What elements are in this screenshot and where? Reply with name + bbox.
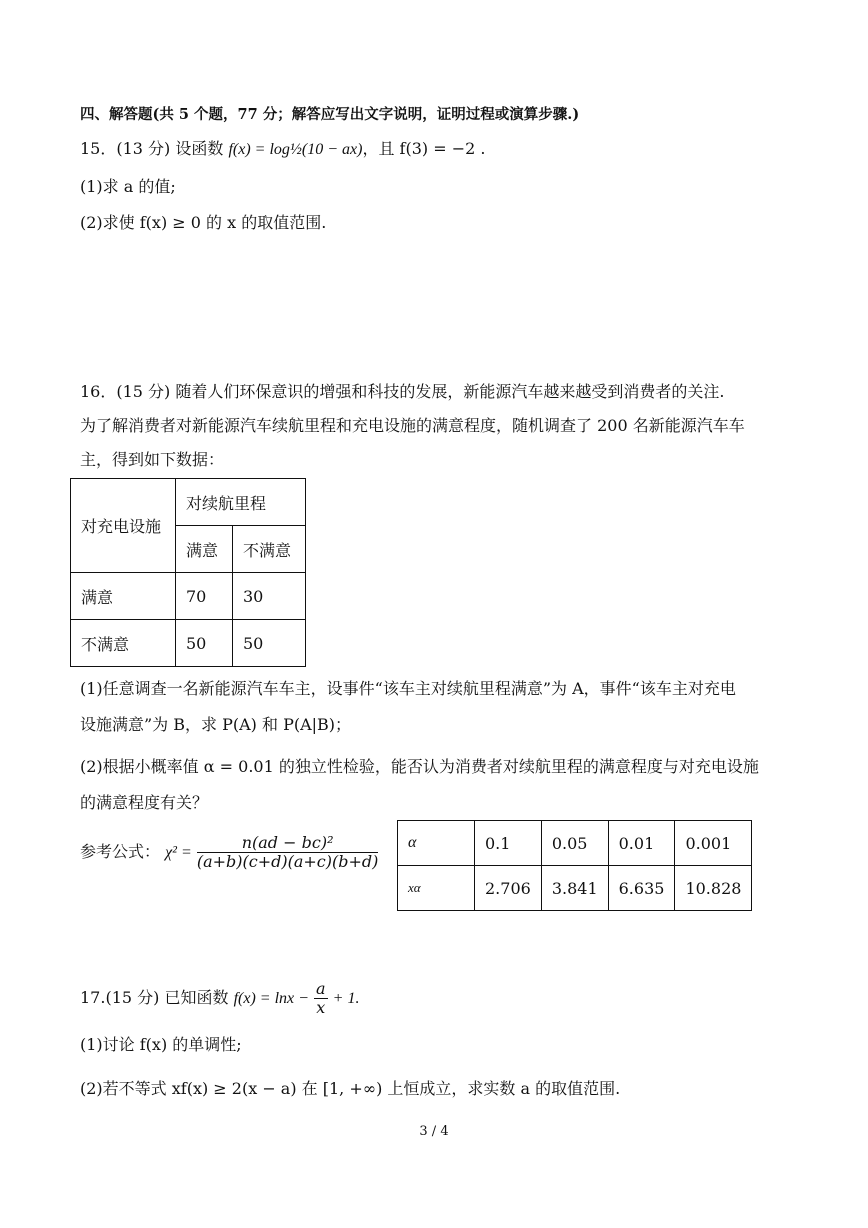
table-cell: 30 bbox=[233, 573, 306, 620]
x-alpha-cell: 10.828 bbox=[675, 866, 752, 911]
q17-part2: (2)若不等式 xf(x) ≥ 2(x − a) 在 [1, +∞) 上恒成立，求实数 a 的取值范围. bbox=[80, 1079, 621, 1098]
q16-part1-line2: 设施满意”为 B，求 P(A) 和 P(A|B)； bbox=[80, 715, 352, 734]
table-cell: 50 bbox=[233, 620, 306, 667]
col-satisfied-cell: 满意 bbox=[176, 526, 233, 573]
q17-formula-tail: + 1. bbox=[332, 990, 360, 1007]
q15-formula: f(x) = log½(10 − ax) bbox=[228, 141, 363, 158]
q16-line3: 主，得到如下数据： bbox=[80, 450, 225, 469]
alpha-cell: 0.05 bbox=[541, 821, 608, 866]
q17-label: 17.(15 分) 已知函数 bbox=[80, 988, 234, 1007]
q15-part1: (1)求 a 的值; bbox=[80, 177, 176, 196]
alpha-label-cell: α bbox=[398, 821, 475, 866]
alpha-cell: 0.001 bbox=[675, 821, 752, 866]
chi-lhs: χ² = bbox=[165, 844, 192, 861]
ref-label: 参考公式： bbox=[80, 842, 161, 861]
x-alpha-label-cell: xα bbox=[398, 866, 475, 911]
page-number: 3 / 4 bbox=[419, 1124, 449, 1139]
x-alpha-cell: 2.706 bbox=[475, 866, 542, 911]
q16-line1: 16．(15 分) 随着人们环保意识的增强和科技的发展，新能源汽车越来越受到消费者的关注. bbox=[80, 382, 725, 401]
q17-numerator: a bbox=[316, 979, 326, 998]
col-header-cell: 对续航里程 bbox=[176, 479, 306, 526]
q17-denominator: x bbox=[316, 998, 326, 1017]
section-heading: 四、解答题(共 5 个题，77 分；解答应写出文字说明，证明过程或演算步骤.) bbox=[80, 106, 580, 123]
row-label-cell: 满意 bbox=[71, 573, 176, 620]
q17-fraction bbox=[314, 980, 328, 1017]
q16-part2-line1: (2)根据小概率值 α = 0.01 的独立性检验，能否认为消费者对续航里程的满意程度与对充电设施 bbox=[80, 757, 759, 776]
q17-part1: (1)讨论 f(x) 的单调性; bbox=[80, 1035, 242, 1054]
chi-numerator: n(ad − bc)² bbox=[197, 834, 379, 853]
q17-formula-lhs: f(x) = lnx − bbox=[233, 990, 309, 1007]
q16-part2-line2: 的满意程度有关？ bbox=[80, 793, 209, 812]
alpha-cell: 0.01 bbox=[608, 821, 675, 866]
q15-part2: (2)求使 f(x) ≥ 0 的 x 的取值范围. bbox=[80, 213, 327, 232]
alpha-cell: 0.1 bbox=[475, 821, 542, 866]
q15-label: 15．(13 分) 设函数 bbox=[80, 139, 229, 158]
x-alpha-cell: 3.841 bbox=[541, 866, 608, 911]
col-unsatisfied-cell: 不满意 bbox=[233, 526, 306, 573]
reference-formula bbox=[80, 834, 378, 871]
chi-denominator: (a+b)(c+d)(a+c)(b+d) bbox=[196, 852, 379, 871]
q17-stem bbox=[80, 980, 359, 1017]
chi-fraction bbox=[197, 834, 379, 871]
row-label-cell: 不满意 bbox=[71, 620, 176, 667]
q15-condition: ，且 f(3) = −2 . bbox=[362, 139, 486, 158]
q15-stem bbox=[80, 138, 485, 161]
row-header-cell: 对充电设施 bbox=[71, 479, 176, 573]
survey-table bbox=[70, 478, 306, 667]
critical-value-table bbox=[397, 820, 752, 911]
table-cell: 50 bbox=[176, 620, 233, 667]
q16-line2: 为了解消费者对新能源汽车续航里程和充电设施的满意程度，随机调查了 200 名新能源汽车车 bbox=[80, 416, 745, 435]
table-cell: 70 bbox=[176, 573, 233, 620]
q16-part1-line1: (1)任意调查一名新能源汽车车主，设事件“该车主对续航里程满意”为 A，事件“该车主对充电 bbox=[80, 679, 736, 698]
x-alpha-cell: 6.635 bbox=[608, 866, 675, 911]
